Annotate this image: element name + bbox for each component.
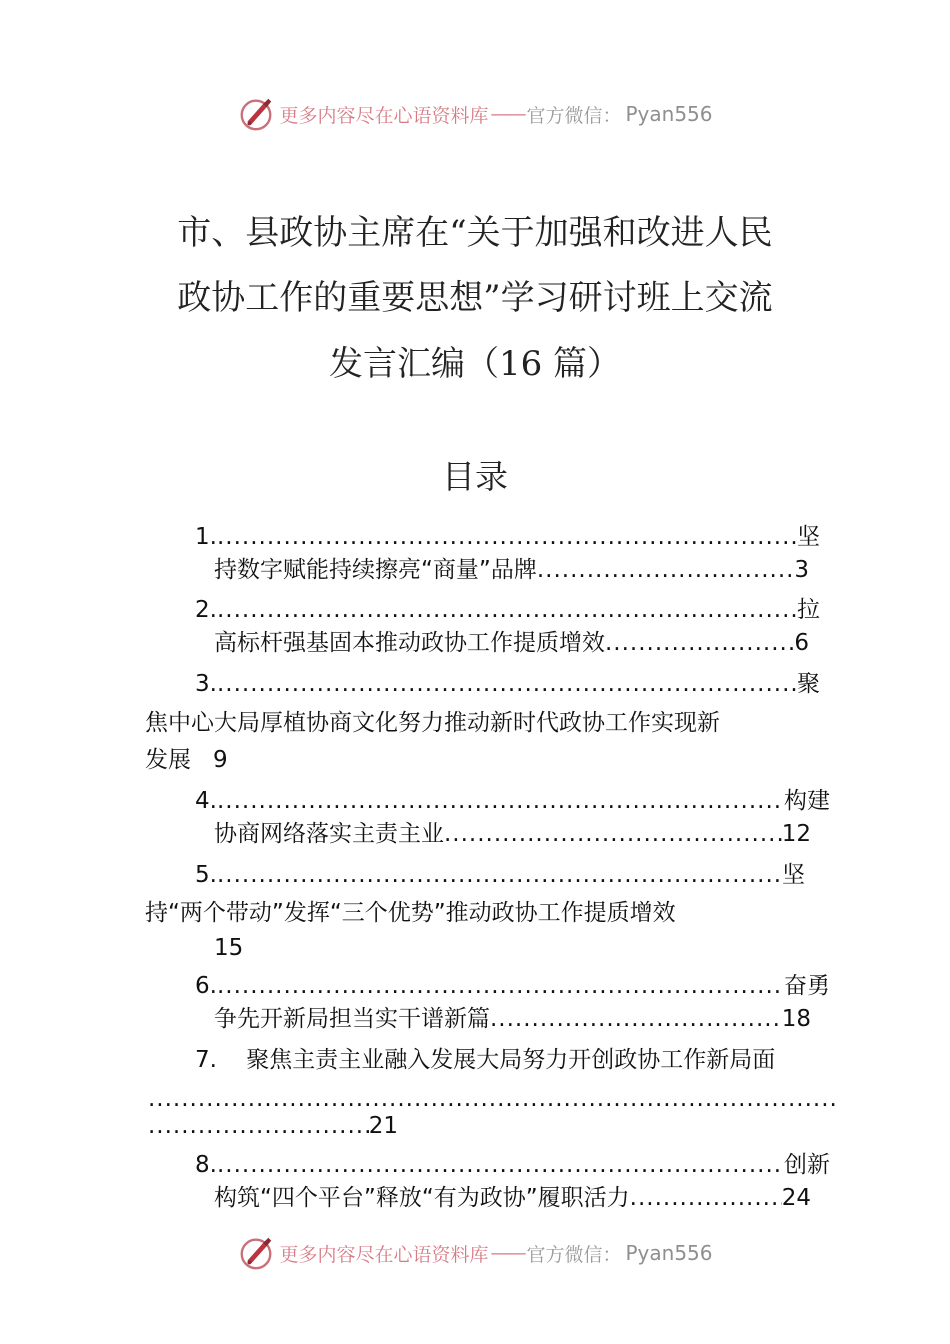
toc-entry-8-line-2[interactable] [214,1183,811,1213]
toc-entry-5-line-2[interactable]: 持“两个带动”发挥“三个优势”推动政协工作提质增效 [145,900,676,926]
toc-entry-number: 8. [195,1152,217,1178]
toc-entry-title-start: 聚 [797,671,820,697]
toc-entry-8-line-1[interactable] [195,1150,830,1180]
toc-entry-3-line-1[interactable] [195,669,820,699]
watermark-wechat: Pyan556 [625,102,713,126]
watermark-wechat: Pyan556 [625,1241,713,1265]
toc-entry-title: 持数字赋能持续擦亮“商量”品牌 [214,557,537,583]
toc-entry-number: 2. [195,597,217,623]
toc-entry-page: 24 [781,1185,811,1211]
toc-entry-title: 高标杆强基固本推动政协工作提质增效 [214,630,605,656]
toc-entry-page: 18 [781,1006,811,1032]
watermark-banner-top [0,94,950,134]
watermark-text: 更多内容尽在心语资料库 [279,1243,489,1266]
document-title-line-1: 市、县政协主席在“关于加强和改进人民 [177,213,773,253]
toc-leader-dots [444,819,782,849]
toc-entry-title-start: 构建 [784,788,830,814]
document-title-line-3: 发言汇编（16 篇） [328,344,622,384]
toc-entry-5-line-1[interactable] [195,860,805,890]
toc-leader-dots [217,669,797,699]
toc-leader-dots [630,1183,782,1213]
toc-entry-number: 5. [195,862,217,888]
toc-leader-dots [217,595,797,625]
watermark-dash: —— [490,1242,525,1264]
watermark-dash: —— [490,103,525,125]
toc-leader-dots [605,628,794,658]
watermark-text: 更多内容尽在心语资料库 [279,104,489,127]
toc-entry-title: 争先开新局担当实干谱新篇 [214,1006,490,1032]
toc-entry-number: 1. [195,524,217,550]
toc-entry-7-line-2[interactable] [148,1084,836,1114]
toc-leader-dots [217,860,782,890]
toc-entry-7-line-3[interactable] [148,1111,398,1141]
toc-entry-title-start: 坚 [782,862,805,888]
toc-entry-page: 12 [781,821,811,847]
toc-entry-title-start: 坚 [797,524,820,550]
pen-seal-logo-icon [237,1234,275,1272]
toc-entry-4-line-2[interactable] [214,819,811,849]
toc-entry-3-line-2[interactable]: 焦中心大局厚植协商文化努力推动新时代政协工作实现新 [145,710,720,736]
toc-entry-title: 协商网络落实主责主业 [214,821,444,847]
toc-entry-4-line-1[interactable] [195,786,830,816]
toc-entry-3-line-3[interactable] [145,745,228,775]
watermark-label: 官方微信： [526,1243,622,1266]
toc-entry-6-line-2[interactable] [214,1004,811,1034]
toc-entry-number: 3. [195,671,217,697]
toc-entry-title: 聚焦主责主业融入发展大局努力开创政协工作新局面 [246,1047,776,1073]
toc-heading: 目录 [442,457,508,496]
toc-entry-title-start: 奋勇 [784,973,830,999]
toc-entry-2-line-2[interactable] [214,628,809,658]
toc-leader-dots [217,522,797,552]
toc-entry-title-start: 拉 [797,597,820,623]
toc-leader-dots [217,786,784,816]
toc-entry-1-line-1[interactable] [195,522,820,552]
toc-entry-number: 7. [195,1047,217,1073]
toc-entry-title-start: 创新 [784,1152,830,1178]
toc-entry-number: 4. [195,788,217,814]
toc-entry-page: 21 [368,1113,398,1139]
toc-entry-page: 9 [212,747,228,773]
toc-leader-dots [148,1111,369,1141]
watermark-banner-bottom [0,1233,950,1273]
toc-entry-page: 3 [794,557,809,583]
pen-seal-logo-icon [237,95,275,133]
toc-entry-title: 发展 [145,747,191,773]
toc-leader-dots [217,971,784,1001]
toc-leader-dots [148,1084,836,1114]
toc-entry-6-line-1[interactable] [195,971,830,1001]
toc-entry-1-line-2[interactable] [214,555,809,585]
toc-entry-7-line-1[interactable] [195,1045,775,1075]
toc-leader-dots [217,1150,784,1180]
toc-entry-title: 构筑“四个平台”释放“有为政协”履职活力 [214,1185,630,1211]
toc-entry-2-line-1[interactable] [195,595,820,625]
toc-entry-5-page[interactable]: 15 [214,935,244,961]
toc-entry-number: 6. [195,973,217,999]
document-title-line-2: 政协工作的重要思想”学习研讨班上交流 [177,278,773,318]
toc-leader-dots [537,555,795,585]
toc-leader-dots [490,1004,782,1034]
watermark-label: 官方微信： [526,104,622,127]
toc-entry-page: 6 [794,630,809,656]
